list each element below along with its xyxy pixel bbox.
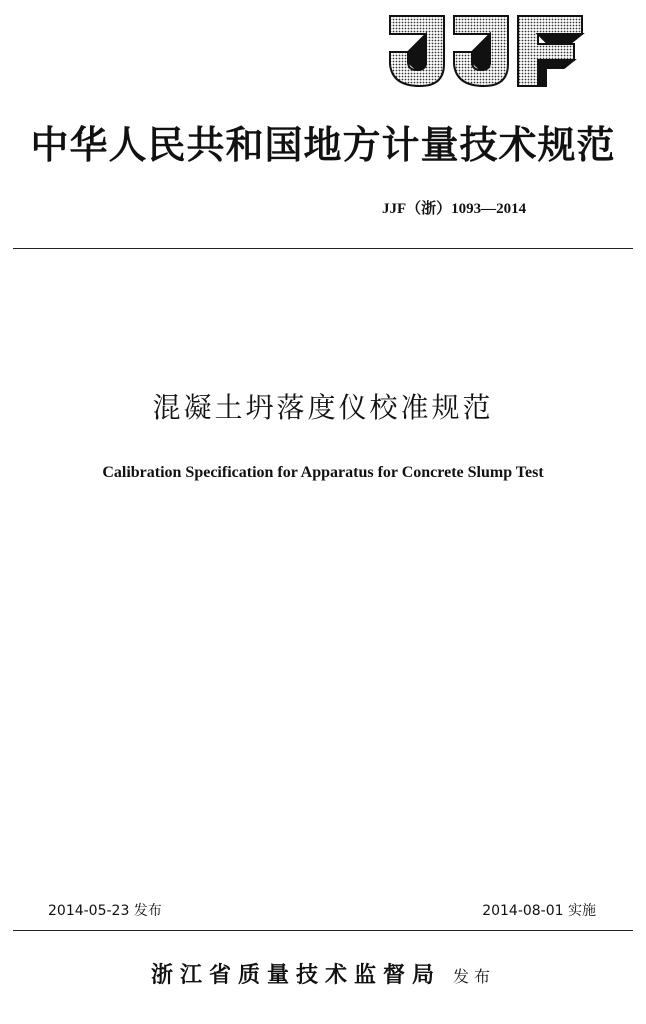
publisher-line <box>0 958 646 989</box>
publish-verb: 发布 <box>453 967 496 986</box>
publisher-name: 浙江省质量技术监督局 <box>150 962 441 988</box>
bottom-divider <box>13 930 633 931</box>
issue-date: 2014-05-23 发布 <box>48 903 162 919</box>
document-title-english: Calibration Specification for Apparatus for Concrete Slump Test <box>102 464 544 481</box>
org-title: 中华人民共和国地方计量技术规范 <box>30 122 616 167</box>
document-title-chinese: 混凝土坍落度仪校准规范 <box>152 391 494 424</box>
top-divider <box>13 248 633 249</box>
effective-date: 2014-08-01 实施 <box>482 903 596 919</box>
jjf-logo <box>386 12 586 90</box>
document-number: JJF（浙）1093—2014 <box>382 201 527 217</box>
